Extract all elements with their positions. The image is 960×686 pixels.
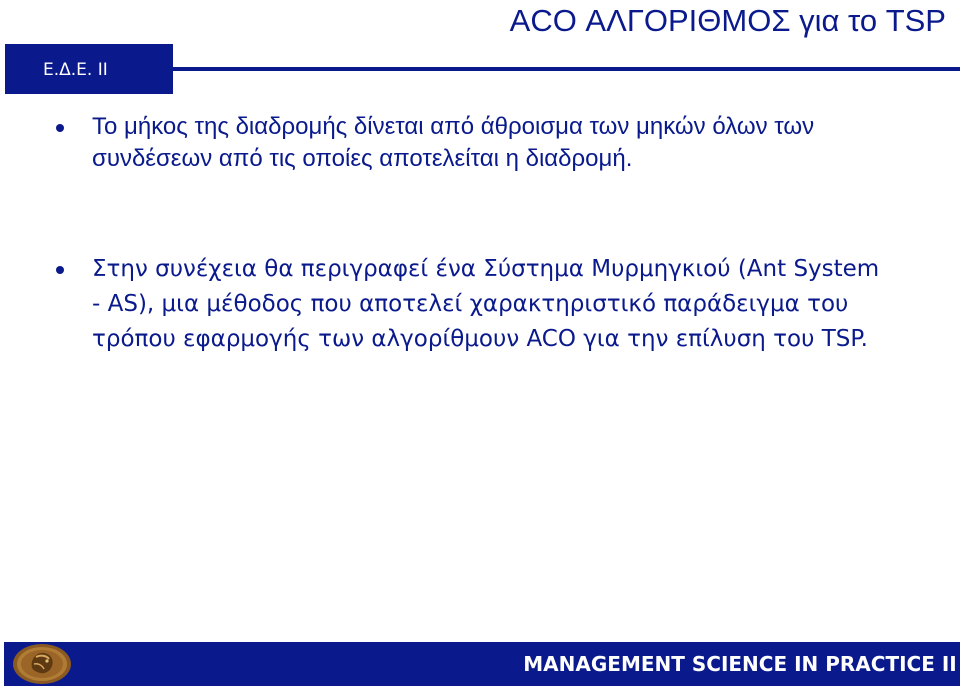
bullet-dot-icon xyxy=(56,266,64,274)
header-divider xyxy=(173,67,960,71)
slide-title: ACO ΑΛΓΟΡΙΘΜΟΣ για το TSP xyxy=(509,3,946,38)
bullet-item-2-text: Στην συνέχεια θα περιγραφεί ένα Σύστημα Μυρμηγκιού (Ant System - AS), μια μέθοδος που αποτελεί χαρακτηριστικό παράδειγμα του τρόπου εφαρμογής των αλγορίθμουν ACO για την επίλυση του TSP. xyxy=(92,256,880,352)
bullet-item-1 xyxy=(92,111,882,175)
footer-bar xyxy=(4,642,960,686)
course-badge-label: Ε.Δ.Ε. ΙΙ xyxy=(43,60,108,80)
bullet-item-2 xyxy=(92,252,882,357)
footer-title: MANAGEMENT SCIENCE IN PRACTICE II xyxy=(523,652,957,676)
course-badge xyxy=(5,44,173,94)
bullet-dot-icon xyxy=(56,124,64,132)
ancient-coin-logo xyxy=(10,642,74,686)
bullet-item-1-text: Το μήκος της διαδρομής δίνεται από άθροισμα των μηκών όλων των συνδέσεων από τις οποίες αποτελείται η διαδρομή. xyxy=(92,113,815,172)
